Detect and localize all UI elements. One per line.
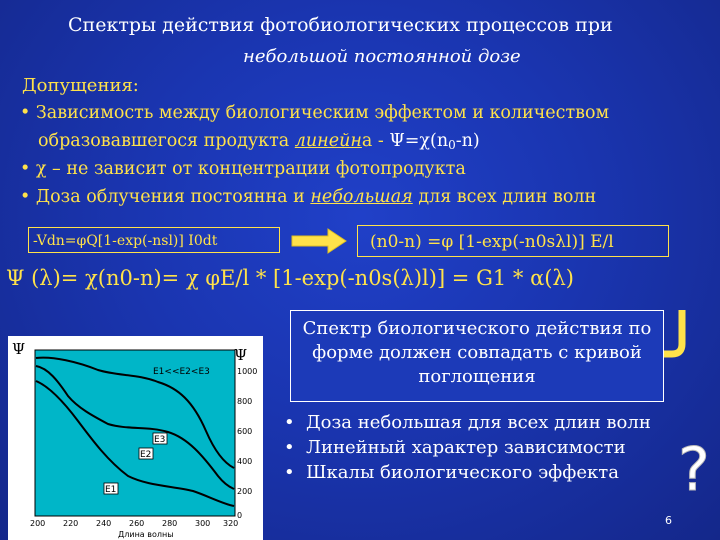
x-axis-label: Длина волны — [118, 530, 174, 539]
page-number: 6 — [665, 514, 672, 527]
chart-legend: E1<<E2<E3 — [153, 367, 210, 377]
assumption-bullet-3: • Доза облучения постоянна и небольшая для всех длин волн — [20, 187, 597, 207]
x-tick: 220 — [63, 519, 79, 528]
bottom-bullet-1: • Доза небольшая для всех длин волн — [280, 410, 651, 435]
right-tick: 800 — [237, 397, 253, 406]
bio-spectrum-text: Спектр биологического действия по форме должен совпадать с кривой поглощения — [290, 310, 664, 402]
x-tick: 320 — [223, 519, 239, 528]
right-tick: 1000 — [237, 367, 258, 376]
assumption-bullet-1b: образовавшегося продукта линейна - $\Psi=\chi(n_0-n)$ — [38, 131, 480, 152]
arrow-right-icon — [290, 226, 350, 256]
bullet1-formula: $\Psi=\chi(n_0-n)$ — [389, 131, 480, 152]
question-mark-icon — [678, 438, 712, 498]
right-tick: 400 — [237, 457, 253, 466]
absorption-chart — [8, 336, 263, 540]
x-tick: 260 — [129, 519, 145, 528]
bottom-bullets — [280, 410, 651, 485]
x-tick: 240 — [96, 519, 112, 528]
title-line-1: Спектры действия фотобиологических процессов при — [68, 14, 613, 36]
small-dose-link[interactable]: небольшая — [310, 187, 413, 207]
assumption-bullet-2: • χ – не зависит от концентрации фотопродукта — [20, 159, 466, 179]
right-tick: 0 — [237, 511, 243, 520]
bottom-bullet-3: • Шкалы биологического эффекта — [280, 460, 651, 485]
main-equation: Ψ (λ)= χ(n0-n)= χ φE/l * [1-exp(-n0s(λ)l)] = G1 * α(λ) — [6, 266, 574, 290]
x-tick: 200 — [30, 519, 46, 528]
x-tick: 280 — [162, 519, 178, 528]
assumption-bullet-1a: • Зависимость между биологическим эффектом и количеством — [20, 103, 610, 123]
curve-label-e2: E2 — [140, 450, 152, 460]
title-line-2: небольшой постоянной дозе — [243, 46, 521, 67]
left-axis-label: Ψ — [12, 340, 26, 358]
assumptions-heading: Допущения: — [22, 75, 139, 96]
bottom-bullet-2: • Линейный характер зависимости — [280, 435, 651, 460]
svg-text:?: ? — [678, 438, 710, 498]
curve-label-e1: E1 — [105, 485, 117, 495]
right-tick: 200 — [237, 487, 253, 496]
formula-box-right: (n0-n) =φ [1-exp(-n0sλl)] E/l — [357, 225, 669, 257]
x-tick: 300 — [195, 519, 211, 528]
linear-link[interactable]: линейн — [294, 131, 362, 151]
right-tick: 600 — [237, 427, 253, 436]
right-axis-label: Ψ — [234, 346, 248, 364]
formula-box-left: -Vdn=φQ[1-exp(-nsl)] I0dt — [28, 227, 280, 253]
curve-label-e3: E3 — [154, 435, 166, 445]
